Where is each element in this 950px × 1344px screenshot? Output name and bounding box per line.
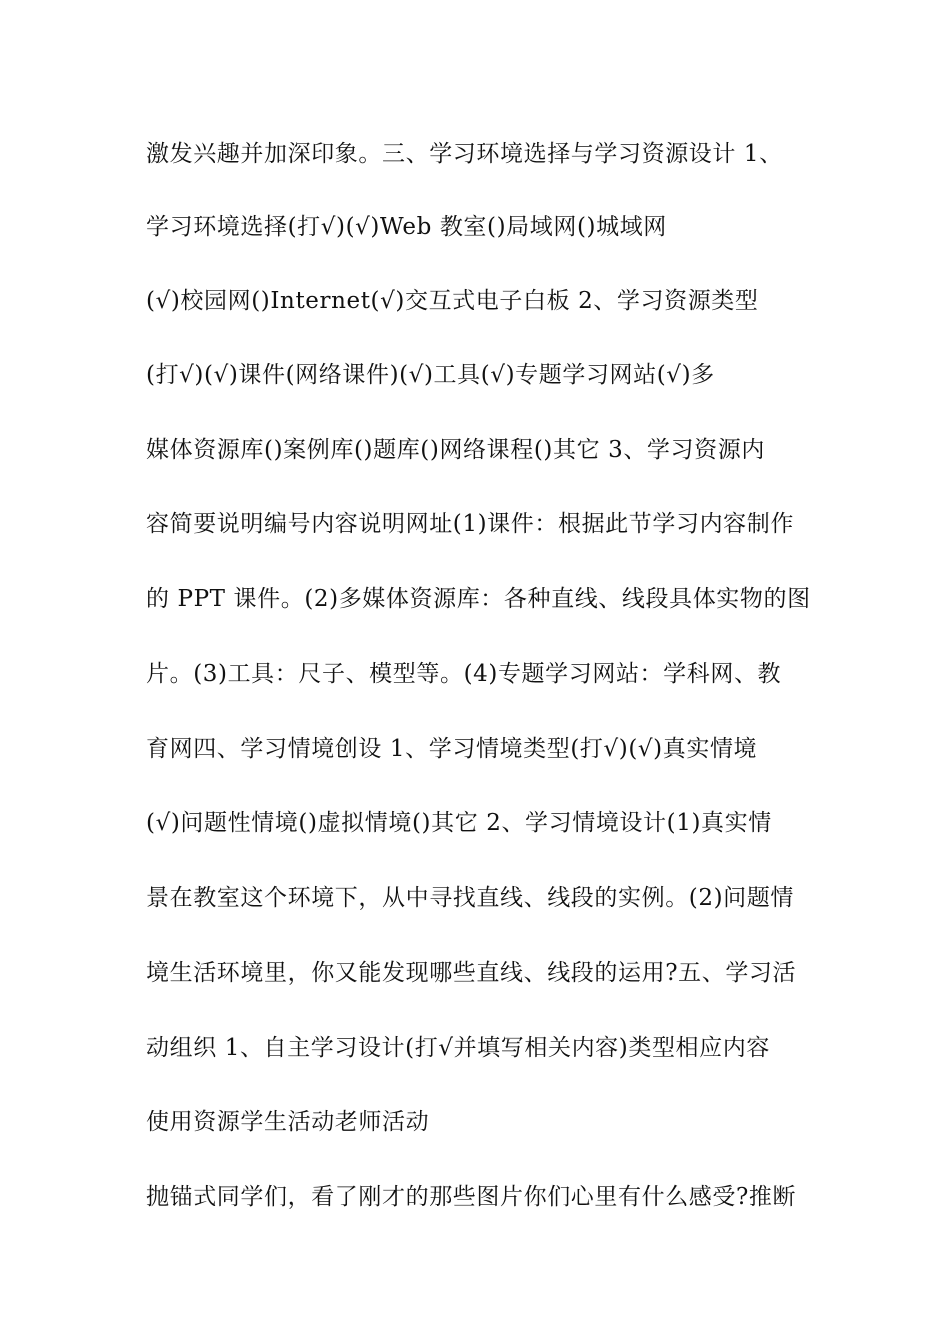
text-line-2: 学习环境选择(打√)(√)Web 教室()局域网()城域网 <box>146 214 667 240</box>
text-line-7: 的 PPT 课件。(2)多媒体资源库：各种直线、线段具体实物的图 <box>146 586 811 612</box>
text-line-12: 境生活环境里，你又能发现哪些直线、线段的运用?五、学习活 <box>146 960 797 986</box>
text-line-5: 媒体资源库()案例库()题库()网络课程()其它 3、学习资源内 <box>146 437 765 463</box>
text-line-13: 动组织 1、自主学习设计(打√并填写相关内容)类型相应内容 <box>146 1035 770 1061</box>
text-line-1: 激发兴趣并加深印象。三、学习环境选择与学习资源设计 1、 <box>146 141 783 167</box>
text-line-11: 景在教室这个环境下，从中寻找直线、线段的实例。(2)问题情 <box>146 885 794 911</box>
text-line-9: 育网四、学习情境创设 1、学习情境类型(打√)(√)真实情境 <box>146 736 758 762</box>
text-line-8: 片。(3)工具：尺子、模型等。(4)专题学习网站：学科网、教 <box>146 661 782 687</box>
text-line-10: (√)问题性情境()虚拟情境()其它 2、学习情境设计(1)真实情 <box>146 810 772 836</box>
text-line-4: (打√)(√)课件(网络课件)(√)工具(√)专题学习网站(√)多 <box>146 362 715 388</box>
text-line-15: 抛锚式同学们，看了刚才的那些图片你们心里有什么感受?推断 <box>146 1184 797 1210</box>
text-line-3: (√)校园网()Internet(√)交互式电子白板 2、学习资源类型 <box>146 288 759 314</box>
text-line-14: 使用资源学生活动老师活动 <box>146 1109 430 1135</box>
text-line-6: 容简要说明编号内容说明网址(1)课件：根据此节学习内容制作 <box>146 511 794 537</box>
